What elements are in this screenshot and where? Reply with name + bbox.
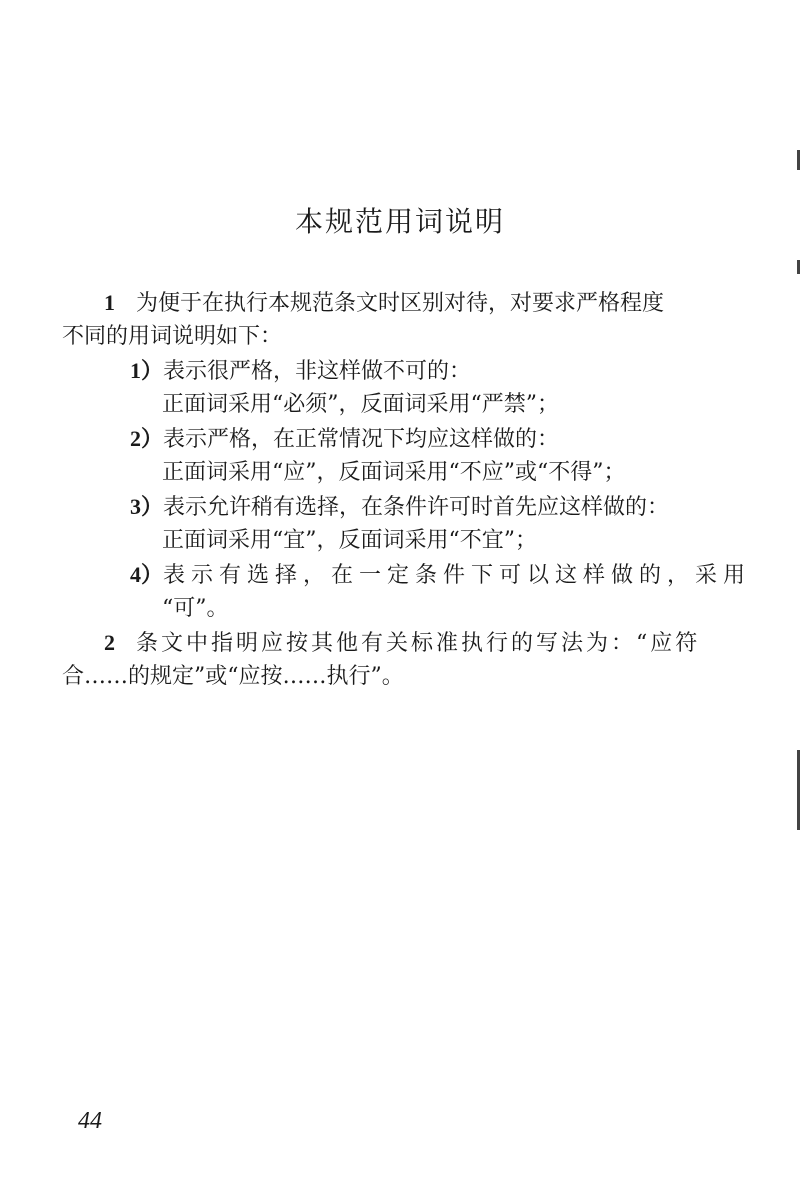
clause-1-number: 1	[104, 290, 115, 315]
clause-2-line-2: 合……的规定”或“应按……执行”。	[62, 664, 404, 689]
clause-1-line-2: 不同的用词说明如下：	[62, 324, 283, 349]
item-4-line-1	[130, 564, 751, 587]
item-1-desc: 表示很严格，非这样做不可的：	[163, 359, 472, 384]
clause-2-line-1	[104, 632, 700, 655]
item-1-label: 1）	[130, 358, 164, 383]
page-number: 44	[78, 1108, 102, 1134]
item-3-desc: 表示允许稍有选择，在条件许可时首先应这样做的：	[163, 495, 670, 520]
item-1-line-1	[130, 360, 471, 383]
item-3-line-1	[130, 496, 669, 519]
item-4-desc: 表示有选择，在一定条件下可以这样做的，采用	[163, 563, 752, 588]
item-3-words: 正面词采用“宜”，反面词采用“不宜”；	[162, 528, 537, 553]
page-title: 本规范用词说明	[294, 205, 505, 238]
item-1-words: 正面词采用“必须”，反面词采用“严禁”；	[162, 392, 559, 417]
clause-2-text: 条文中指明应按其他有关标准执行的写法为：“应符	[136, 631, 701, 656]
item-2-line-1	[130, 428, 559, 451]
clause-1-text: 为便于在执行本规范条文时区别对待，对要求严格程度	[136, 291, 665, 316]
item-2-words: 正面词采用“应”，反面词采用“不应”或“不得”；	[162, 460, 626, 485]
item-4-words: “可”。	[162, 596, 229, 621]
item-3-label: 3）	[130, 494, 164, 519]
clause-2-number: 2	[104, 630, 115, 655]
item-2-label: 2）	[130, 426, 164, 451]
item-4-label: 4）	[130, 562, 164, 587]
item-2-desc: 表示严格，在正常情况下均应这样做的：	[163, 427, 560, 452]
clause-1-line-1	[104, 292, 664, 315]
